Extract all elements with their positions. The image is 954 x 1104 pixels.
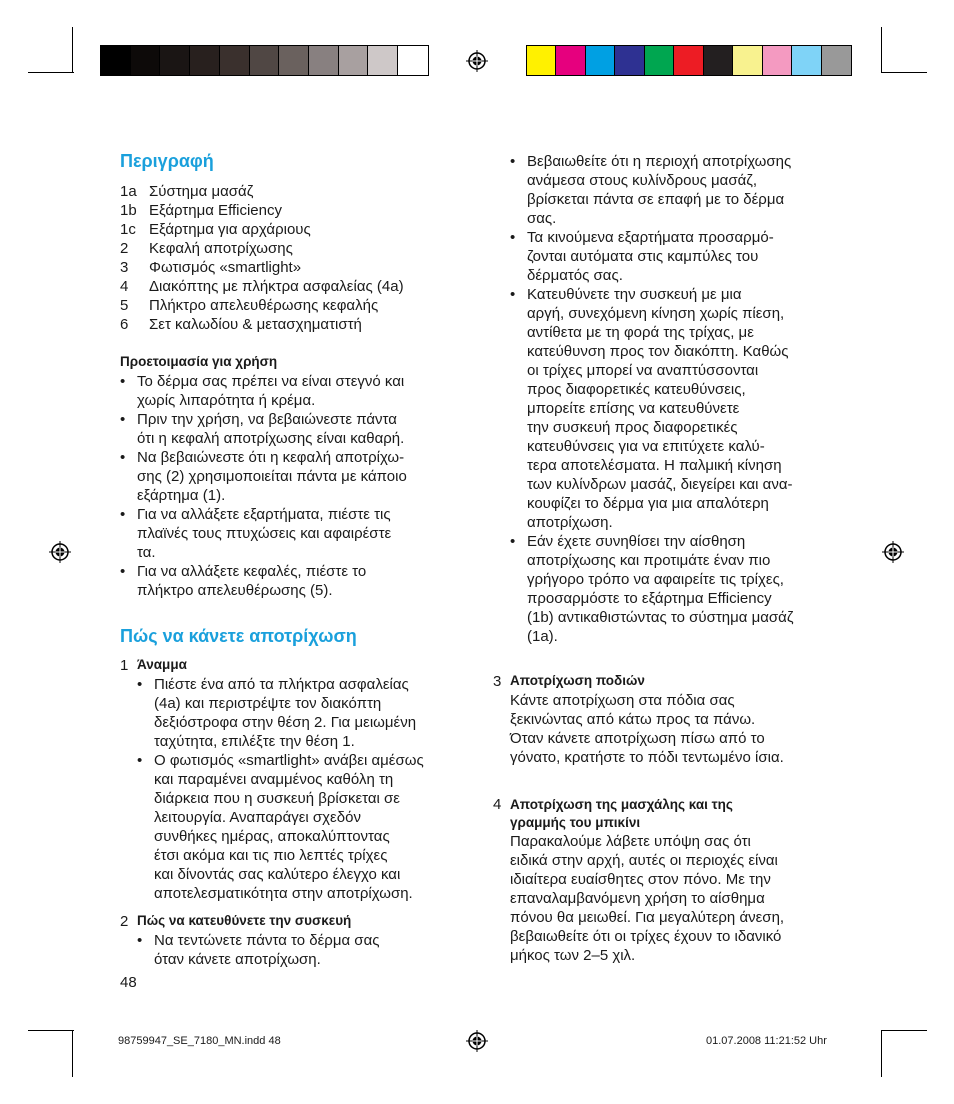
bullet-text-line: Πριν την χρήση, να βεβαιώνεστε πάντα (137, 411, 397, 428)
preparation-list (120, 372, 465, 602)
gray-swatch (220, 46, 250, 75)
color-swatch (733, 46, 762, 75)
crop-mark (72, 1031, 73, 1077)
slug-file-info: 98759947_SE_7180_MN.indd 48 (118, 1035, 281, 1047)
part-label: Εξάρτημα για αρχάριους (149, 221, 311, 238)
bullet-icon: • (510, 153, 516, 170)
gray-swatch (250, 46, 280, 75)
bullet-text-line: πλαϊνές τους πτυχώσεις και αφαιρέστε (137, 525, 392, 542)
step3-text (510, 691, 850, 771)
step-title-underarm-bikini (510, 796, 733, 832)
bullet-text-line: την συσκευή προς διαφορετικές (527, 419, 738, 436)
gray-swatch (339, 46, 369, 75)
step4-title-line: Αποτρίχωση της μασχάλης και της (510, 797, 733, 812)
crop-mark (28, 72, 74, 73)
bullet-text-line: αποτρίχωση. (527, 514, 613, 531)
bullet-icon: • (510, 229, 516, 246)
bullet-text-line: πλήκτρο απελευθέρωσης (5). (137, 582, 333, 599)
bullet-text-line: λειτουργία. Αναπαράγει σχεδόν (154, 809, 361, 826)
bullet-text-line: Κατευθύνετε την συσκευή με μια (527, 286, 742, 303)
color-swatch (674, 46, 703, 75)
gray-swatch (101, 46, 131, 75)
bullet-text-line: τα. (137, 544, 156, 561)
right-bullet-list (510, 152, 850, 647)
bullet-text-line: προσαρμόστε το εξάρτημα Efficiency (527, 590, 772, 607)
bullet-text-line: αποτελεσματικότητα στην αποτρίχωση. (154, 885, 413, 902)
slug-date-info: 01.07.2008 11:21:52 Uhr (706, 1035, 827, 1047)
part-number: 6 (120, 316, 129, 333)
page-number: 48 (120, 974, 137, 991)
bullet-text-line: εξάρτημα (1). (137, 487, 226, 504)
step4-text-line: Παρακαλούμε λάβετε υπόψη σας ότι (510, 833, 751, 850)
bullet-text-line: ταχύτητα, επιλέξτε την θέση 1. (154, 733, 355, 750)
bullet-icon: • (137, 932, 143, 949)
step-number: 1 (120, 657, 129, 674)
bullet-text-line: Ο φωτισμός «smartlight» ανάβει αμέσως (154, 752, 424, 769)
bullet-text-line: έτσι ακόμα και τις πιο λεπτές τρίχες (154, 847, 388, 864)
step4-text-line: ιδιαίτερα ευαίσθητες στον πόνο. Με την (510, 871, 771, 888)
bullet-text-line: μπορείτε επίσης να κατευθύνετε (527, 400, 740, 417)
part-number: 2 (120, 240, 129, 257)
color-swatch (586, 46, 615, 75)
color-swatch (556, 46, 585, 75)
bullet-text-line: αντίθετα με τη φορά της τρίχας, με (527, 324, 754, 341)
bullet-text-line: κατευθύνσεις για να επιτύχετε καλύ- (527, 438, 765, 455)
color-swatch (645, 46, 674, 75)
part-label: Φωτισμός «smartlight» (149, 259, 302, 276)
bullet-text-line: Για να αλλάξετε εξαρτήματα, πιέστε τις (137, 506, 391, 523)
registration-mark-icon (882, 541, 904, 563)
bullet-icon: • (120, 563, 126, 580)
part-label: Σετ καλωδίου & μετασχηματιστή (149, 316, 362, 333)
step-number: 3 (493, 673, 502, 690)
bullet-text-line: Να βεβαιώνεστε ότι η κεφαλή αποτρίχω- (137, 449, 405, 466)
gray-swatch (309, 46, 339, 75)
bullet-text-line: γρήγορο τρόπο να αφαιρείτε τις τρίχες, (527, 571, 784, 588)
gray-swatch (160, 46, 190, 75)
bullet-text-line: Να τεντώνετε πάντα το δέρμα σας (154, 932, 380, 949)
crop-mark (72, 27, 73, 73)
color-swatch (763, 46, 792, 75)
bullet-text-line: (1b) αντικαθιστώντας το σύστημα μασάζ (527, 609, 794, 626)
bullet-text-line: σας. (527, 210, 557, 227)
part-number: 1b (120, 202, 137, 219)
bullet-icon: • (120, 449, 126, 466)
bullet-text-line: δέρματός σας. (527, 267, 623, 284)
step4-text-line: επαναλαμβανόμενη χρήση το αίσθημα (510, 890, 765, 907)
bullet-icon: • (510, 533, 516, 550)
crop-mark (881, 1030, 927, 1031)
bullet-text-line: Για να αλλάξετε κεφαλές, πιέστε το (137, 563, 367, 580)
bullet-text-line: και δίνοντάς σας καλύτερο έλεγχο και (154, 866, 401, 883)
gray-swatch (398, 46, 428, 75)
step2-bullet-list (137, 931, 467, 971)
registration-mark-icon (466, 1030, 488, 1052)
gray-swatch (279, 46, 309, 75)
step-number: 2 (120, 913, 129, 930)
color-swatch (704, 46, 733, 75)
step4-title-line: γραμμής του μπικίνι (510, 815, 641, 830)
bullet-text-line: προς διαφορετικές κατευθύνσεις, (527, 381, 746, 398)
grayscale-calibration-bar (100, 45, 429, 76)
bullet-text-line: κατεύθυνση προς τον διακόπτη. Καθώς (527, 343, 789, 360)
step3-text-line: Όταν κάνετε αποτρίχωση πίσω από το (510, 730, 765, 747)
color-swatch (527, 46, 556, 75)
step-title-legs: Αποτρίχωση ποδιών (510, 673, 645, 688)
part-label: Εξάρτημα Efficiency (149, 202, 282, 219)
bullet-text-line: διάρκεια που η συσκευή βρίσκεται σε (154, 790, 400, 807)
bullet-text-line: δεξιόστροφα στην θέση 2. Για μειωμένη (154, 714, 417, 731)
bullet-icon: • (137, 752, 143, 769)
part-number: 1c (120, 221, 136, 238)
bullet-text-line: κουφίζει το δέρμα για μια απαλότερη (527, 495, 769, 512)
color-swatch (792, 46, 821, 75)
bullet-icon: • (120, 506, 126, 523)
step4-text-line: πόνου θα μειωθεί. Για μεγαλύτερη άνεση, (510, 909, 785, 926)
part-number: 3 (120, 259, 129, 276)
bullet-text-line: βρίσκεται πάντα σε επαφή με το δέρμα (527, 191, 785, 208)
bullet-text-line: Τα κινούμενα εξαρτήματα προσαρμό- (527, 229, 774, 246)
bullet-text-line: Πιέστε ένα από τα πλήκτρα ασφαλείας (154, 676, 409, 693)
color-calibration-bar (526, 45, 852, 76)
part-number: 1a (120, 183, 137, 200)
bullet-text-line: οι τρίχες μπορεί να αναπτύσσονται (527, 362, 759, 379)
registration-mark-icon (466, 50, 488, 72)
crop-mark (881, 72, 927, 73)
bullet-icon: • (120, 411, 126, 428)
gray-swatch (131, 46, 161, 75)
section-heading-description: Περιγραφή (120, 151, 214, 171)
gray-swatch (368, 46, 398, 75)
step3-text-line: Κάντε αποτρίχωση στα πόδια σας (510, 692, 735, 709)
part-label: Διακόπτης με πλήκτρα ασφαλείας (4a) (149, 278, 404, 295)
bullet-text-line: ανάμεσα στους κυλίνδρους μασάζ, (527, 172, 758, 189)
registration-mark-icon (49, 541, 71, 563)
color-swatch (822, 46, 851, 75)
gray-swatch (190, 46, 220, 75)
bullet-text-line: Το δέρμα σας πρέπει να είναι στεγνό και (137, 373, 405, 390)
crop-mark (881, 27, 882, 73)
bullet-text-line: συνθήκες ημέρας, αποκαλύπτοντας (154, 828, 390, 845)
crop-mark (881, 1031, 882, 1077)
step-title-switch-on: Άναμμα (137, 657, 187, 672)
bullet-icon: • (120, 373, 126, 390)
bullet-text-line: σης (2) χρησιμοποιείται πάντα με κάποιο (137, 468, 407, 485)
bullet-text-line: των κυλίνδρων μασάζ, διεγείρει και ανα- (527, 476, 793, 493)
step-number: 4 (493, 796, 502, 813)
bullet-text-line: και παραμένει αναμμένος καθόλη τη (154, 771, 394, 788)
bullet-text-line: όταν κάνετε αποτρίχωση. (154, 951, 321, 968)
subheading-preparation: Προετοιμασία για χρήση (120, 354, 278, 369)
bullet-text-line: αποτρίχωσης και προτιμάτε έναν πιο (527, 552, 771, 569)
parts-list (120, 182, 460, 342)
bullet-text-line: χωρίς λιπαρότητα ή κρέμα. (137, 392, 316, 409)
step-title-guiding: Πώς να κατευθύνετε την συσκευή (137, 913, 352, 928)
part-label: Σύστημα μασάζ (149, 183, 254, 200)
part-label: Κεφαλή αποτρίχωσης (149, 240, 293, 257)
step4-text (510, 832, 850, 972)
part-number: 4 (120, 278, 129, 295)
part-number: 5 (120, 297, 129, 314)
crop-mark (28, 1030, 74, 1031)
bullet-icon: • (137, 676, 143, 693)
bullet-text-line: Βεβαιωθείτε ότι η περιοχή αποτρίχωσης (527, 153, 792, 170)
bullet-text-line: (4a) και περιστρέψτε τον διακόπτη (154, 695, 382, 712)
bullet-text-line: Εάν έχετε συνηθίσει την αίσθηση (527, 533, 746, 550)
bullet-icon: • (510, 286, 516, 303)
step4-text-line: ειδικά στην αρχή, αυτές οι περιοχές είναι (510, 852, 778, 869)
part-label: Πλήκτρο απελευθέρωσης κεφαλής (149, 297, 379, 314)
bullet-text-line: ζονται αυτόματα στις καμπύλες του (527, 248, 759, 265)
bullet-text-line: αργή, συνεχόμενη κίνηση χωρίς πίεση, (527, 305, 785, 322)
bullet-text-line: ότι η κεφαλή αποτρίχωσης είναι καθαρή. (137, 430, 405, 447)
step4-text-line: βεβαιωθείτε ότι οι τρίχες έχουν το ιδανικό (510, 928, 782, 945)
step3-text-line: γόνατο, κρατήστε το πόδι τεντωμένο ίσια. (510, 749, 784, 766)
color-swatch (615, 46, 644, 75)
section-heading-howto: Πώς να κάνετε αποτρίχωση (120, 626, 357, 646)
step4-text-line: μήκος των 2–5 χιλ. (510, 947, 636, 964)
bullet-text-line: τερα αποτελέσματα. Η παλμική κίνηση (527, 457, 782, 474)
bullet-text-line: (1a). (527, 628, 558, 645)
step3-text-line: ξεκινώντας από κάτω προς τα πάνω. (510, 711, 756, 728)
step1-bullet-list (137, 675, 467, 907)
